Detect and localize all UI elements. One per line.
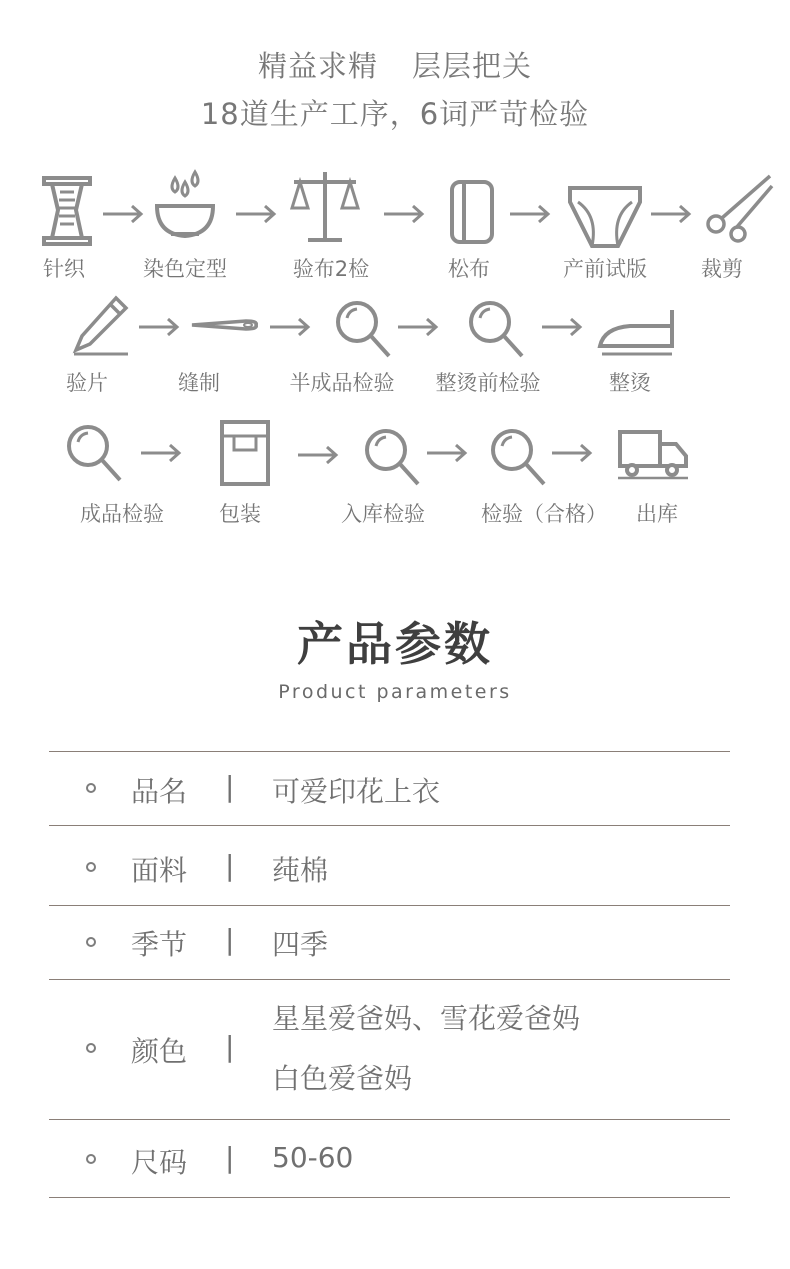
bullet-icon: [86, 937, 96, 947]
param-key: 面料: [131, 854, 188, 887]
step-label-fabric-inspection: 验布2检: [292, 257, 370, 281]
arrow-right-icon: [542, 317, 584, 337]
step-label-shipping: 出库: [636, 502, 678, 526]
arrow-right-icon: [384, 204, 426, 224]
param-row-size: [49, 1119, 730, 1197]
param-separator: |: [225, 1141, 235, 1174]
arrow-right-icon: [236, 204, 278, 224]
step-label-sample: 产前试版: [563, 257, 647, 281]
table-divider: [49, 1197, 730, 1198]
bullet-icon: [86, 1154, 96, 1164]
param-separator: |: [225, 1030, 235, 1063]
arrow-right-icon: [651, 204, 693, 224]
step-label-finished-inspection: 成品检验: [80, 502, 164, 526]
param-value: 四季: [272, 928, 329, 961]
headline-part-2: 层层把关: [412, 49, 533, 83]
step-label-cutting: 裁剪: [701, 257, 743, 281]
param-value: 可爱印花上衣: [272, 775, 441, 808]
step-label-semi-finished-inspection: 半成品检验: [289, 371, 395, 395]
step-label-pre-ironing-inspection: 整烫前检验: [435, 371, 541, 395]
param-key: 尺码: [131, 1146, 188, 1179]
param-separator: |: [225, 770, 235, 803]
params-subtitle: Product parameters: [278, 681, 512, 703]
arrow-right-icon: [427, 443, 469, 463]
params-title: 产品参数: [297, 617, 493, 671]
step-label-packaging: 包装: [219, 502, 261, 526]
bullet-icon: [86, 862, 96, 872]
step-label-warehouse-inspection: 入库检验: [341, 502, 425, 526]
headline-process-count: 18道生产工序，6词严苛检验: [200, 97, 590, 131]
arrow-right-icon: [298, 445, 340, 465]
step-label-sewing: 缝制: [178, 371, 220, 395]
param-row-fabric: [49, 825, 730, 905]
headline-part-1: 精益求精: [257, 49, 378, 83]
step-label-panel-inspection: 验片: [66, 371, 108, 395]
step-label-ironing: 整烫: [609, 371, 651, 395]
param-value: 50-60: [272, 1141, 354, 1174]
param-separator: |: [225, 849, 235, 882]
arrow-right-icon: [103, 204, 145, 224]
param-row-name: [49, 751, 730, 825]
arrow-right-icon: [552, 443, 594, 463]
bullet-icon: [86, 1043, 96, 1053]
arrow-right-icon: [139, 317, 181, 337]
param-value: 星星爱爸妈、雪花爱爸妈: [272, 1002, 581, 1035]
step-label-relaxing: 松布: [448, 257, 490, 281]
step-label-qualified-inspection: 检验（合格）: [481, 502, 607, 526]
arrow-right-icon: [141, 443, 183, 463]
arrow-right-icon: [510, 204, 552, 224]
arrow-right-icon: [270, 317, 312, 337]
step-label-knitting: 针织: [43, 257, 85, 281]
arrow-right-icon: [398, 317, 440, 337]
param-row-color: [49, 979, 730, 1119]
param-value-line-2: 白色爱爸妈: [272, 1062, 413, 1095]
headline-quality: [0, 44, 790, 85]
bullet-icon: [86, 783, 96, 793]
param-separator: |: [225, 923, 235, 956]
param-value: 莼棉: [272, 854, 329, 887]
param-key: 季节: [131, 928, 188, 961]
step-label-dyeing: 染色定型: [143, 257, 227, 281]
param-key: 品名: [131, 775, 188, 808]
param-row-season: [49, 905, 730, 979]
param-key: 颜色: [131, 1035, 188, 1068]
